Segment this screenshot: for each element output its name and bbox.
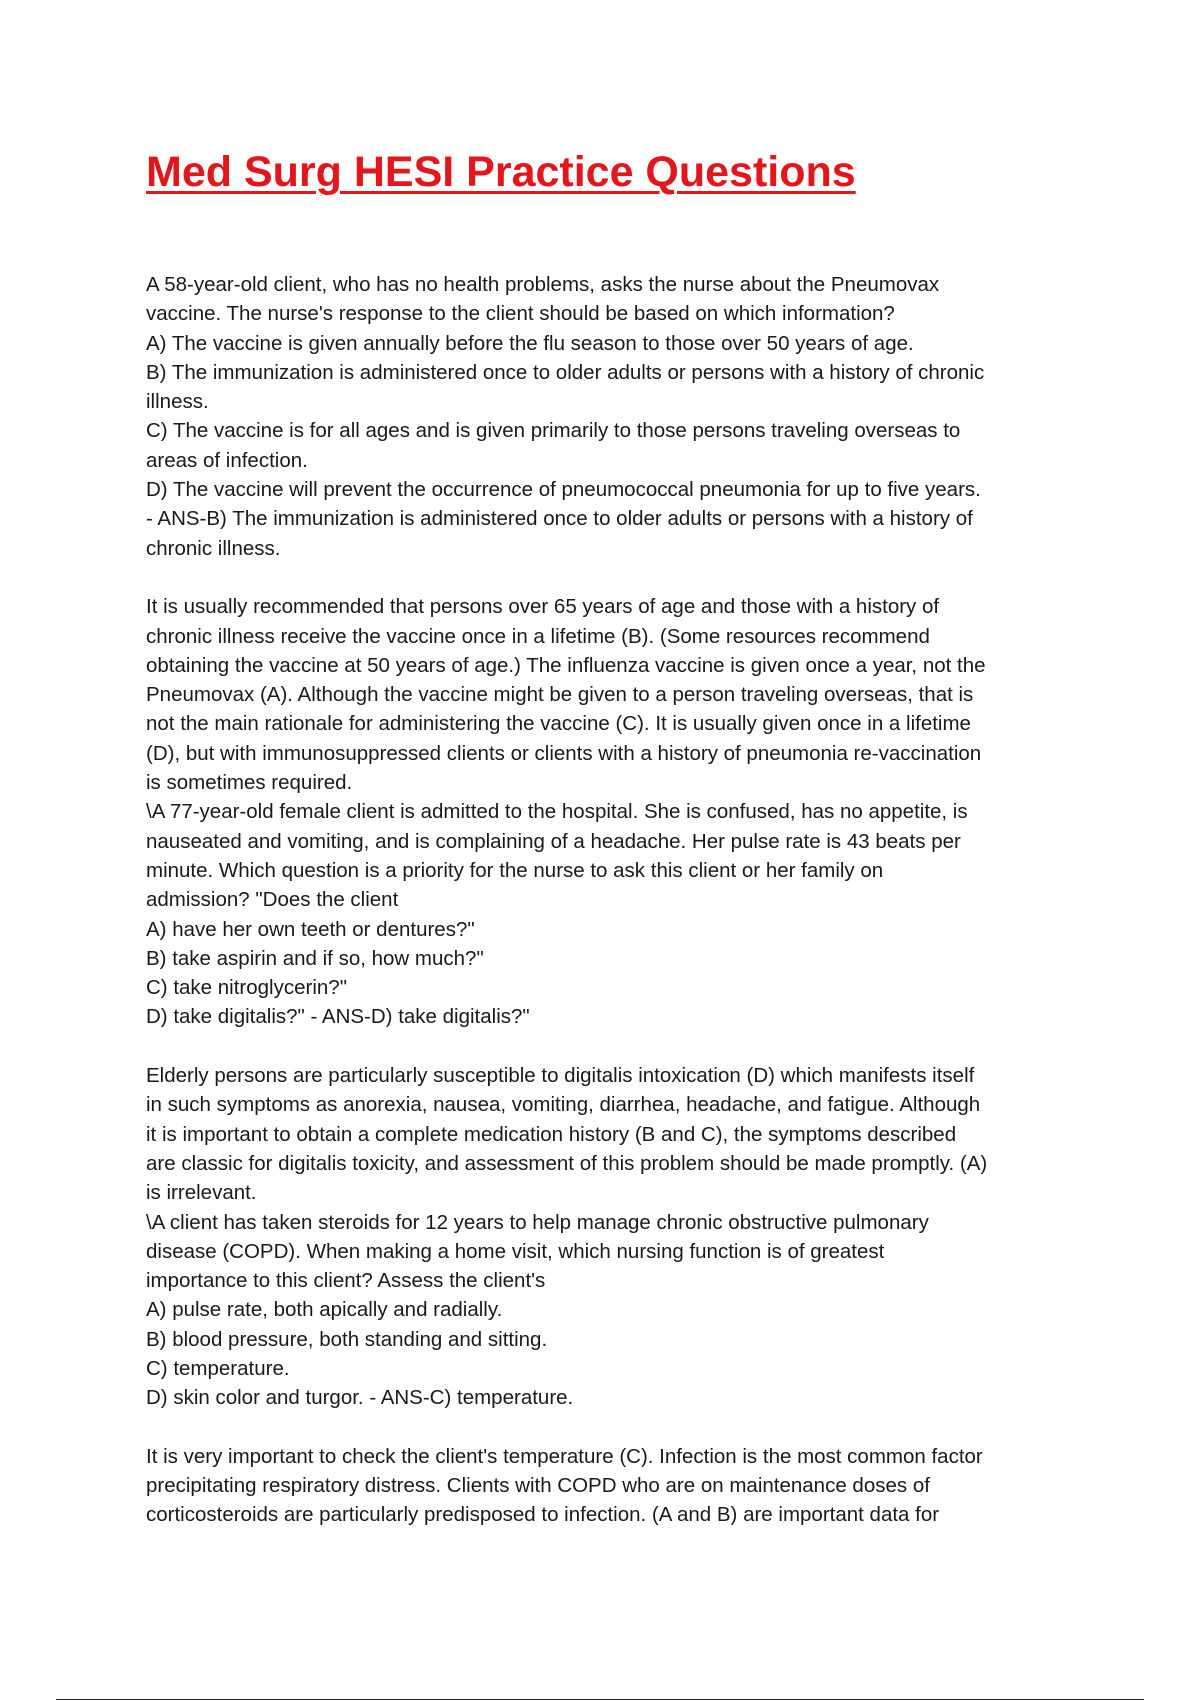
text-line: disease (COPD). When making a home visit, which nursing function is of greatest	[146, 1239, 885, 1263]
text-line: D) take digitalis?" - ANS-D) take digitalis?"	[146, 1005, 530, 1029]
page-title: Med Surg HESI Practice Questions	[146, 148, 856, 196]
text-line: chronic illness.	[146, 536, 281, 560]
text-line: in such symptoms as anorexia, nausea, vomiting, diarrhea, headache, and fatigue. Although	[146, 1093, 981, 1117]
paragraph-gap	[146, 1032, 1066, 1061]
text-line: \A 77-year-old female client is admitted to the hospital. She is confused, has no appetite, is	[146, 800, 968, 824]
text-line: A) The vaccine is given annually before the flu season to those over 50 years of age.	[146, 331, 914, 355]
rationale-1-and-question-2	[146, 592, 1066, 1031]
text-line: \A client has taken steroids for 12 years to help manage chronic obstructive pulmonary	[146, 1210, 929, 1234]
text-line: is irrelevant.	[146, 1181, 257, 1205]
text-line: B) The immunization is administered once to older adults or persons with a history of chronic	[146, 360, 985, 384]
text-line: obtaining the vaccine at 50 years of age.) The influenza vaccine is given once a year, not the	[146, 653, 986, 677]
text-line: chronic illness receive the vaccine once in a lifetime (B). (Some resources recommend	[146, 624, 930, 648]
text-line: A) have her own teeth or dentures?"	[146, 917, 475, 941]
text-line: nauseated and vomiting, and is complaining of a headache. Her pulse rate is 43 beats per	[146, 829, 961, 853]
text-line: A 58-year-old client, who has no health problems, asks the nurse about the Pneumovax	[146, 273, 940, 296]
text-line: C) temperature.	[146, 1356, 290, 1380]
text-line: Pneumovax (A). Although the vaccine might be given to a person traveling overseas, that is	[146, 683, 974, 707]
text-line: Elderly persons are particularly susceptible to digitalis intoxication (D) which manifests itself	[146, 1064, 975, 1088]
paragraph-gap	[146, 1413, 1066, 1442]
text-line: D) skin color and turgor. - ANS-C) temperature.	[146, 1386, 574, 1410]
question-1	[146, 270, 1066, 563]
text-line: admission? "Does the client	[146, 888, 399, 912]
text-line: B) blood pressure, both standing and sitting.	[146, 1327, 548, 1351]
text-line: importance to this client? Assess the client's	[146, 1269, 546, 1293]
text-line: D) The vaccine will prevent the occurrence of pneumococcal pneumonia for up to five years.	[146, 478, 981, 502]
text-line: - ANS-B) The immunization is administered once to older adults or persons with a history of	[146, 507, 973, 531]
text-line: minute. Which question is a priority for the nurse to ask this client or her family on	[146, 858, 884, 882]
text-line: C) take nitroglycerin?"	[146, 976, 347, 1000]
text-line: It is very important to check the client's temperature (C). Infection is the most common factor	[146, 1444, 983, 1468]
text-line: corticosteroids are particularly predisposed to infection. (A and B) are important data for	[146, 1503, 940, 1527]
text-line: it is important to obtain a complete medication history (B and C), the symptoms described	[146, 1122, 957, 1146]
paragraph-gap	[146, 563, 1066, 592]
text-line: is sometimes required.	[146, 771, 353, 795]
text-line: (D), but with immunosuppressed clients or clients with a history of pneumonia re-vaccination	[146, 741, 982, 765]
text-line: illness.	[146, 390, 209, 414]
document-body	[146, 270, 1066, 1530]
text-line: areas of infection.	[146, 448, 308, 472]
text-line: vaccine. The nurse's response to the client should be based on which information?	[146, 302, 895, 326]
rationale-3	[146, 1442, 1066, 1530]
text-line: A) pulse rate, both apically and radially.	[146, 1298, 503, 1322]
text-line: not the main rationale for administering the vaccine (C). It is usually given once in a lifetime	[146, 712, 971, 736]
text-line: C) The vaccine is for all ages and is given primarily to those persons traveling overseas to	[146, 419, 961, 443]
text-line: are classic for digitalis toxicity, and assessment of this problem should be made promptly. (A)	[146, 1151, 988, 1175]
text-line: It is usually recommended that persons over 65 years of age and those with a history of	[146, 595, 940, 619]
rationale-2-and-question-3	[146, 1061, 1066, 1413]
text-line: precipitating respiratory distress. Clients with COPD who are on maintenance doses of	[146, 1474, 930, 1498]
text-line: B) take aspirin and if so, how much?"	[146, 946, 484, 970]
